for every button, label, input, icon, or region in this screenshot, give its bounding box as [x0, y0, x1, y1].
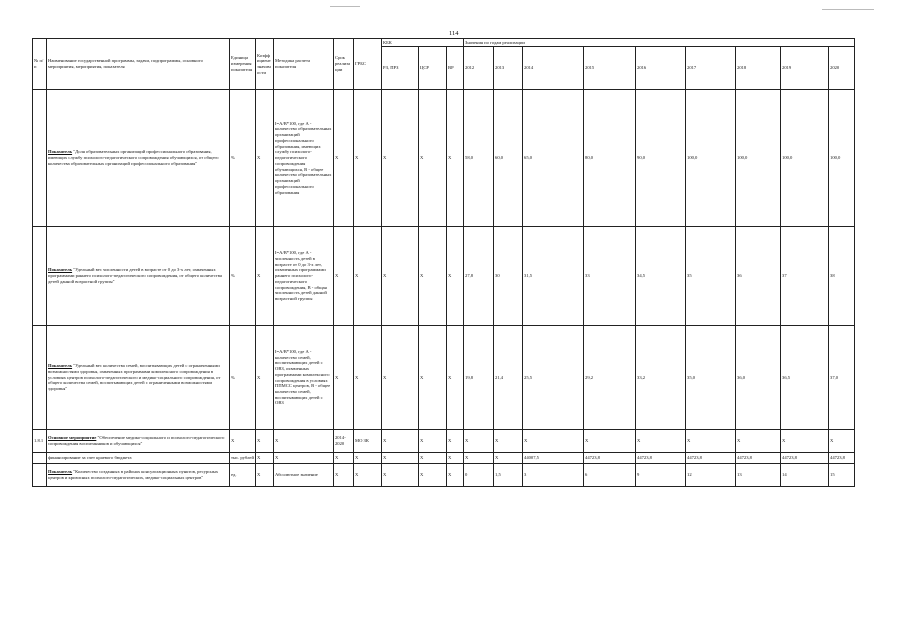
row-unit: X [230, 430, 256, 453]
row-value: X [736, 430, 781, 453]
row-value: X [686, 430, 736, 453]
row-value: 34,5 [636, 227, 686, 326]
row-value: 37,0 [829, 326, 855, 430]
row-csr: X [419, 227, 447, 326]
row-csr: X [419, 430, 447, 453]
row-value: 100,0 [829, 90, 855, 227]
header-term: Срок реализации [334, 39, 354, 90]
row-value: 60,0 [494, 90, 523, 227]
row-value: 44723,8 [636, 453, 686, 464]
row-coef: X [256, 90, 274, 227]
header-method: Методика расчета показателя [274, 39, 334, 90]
row-term: X [334, 90, 354, 227]
header-vr: ВР [447, 47, 464, 90]
row-label: Основное мероприятие [48, 435, 97, 441]
row-vr: X [447, 326, 464, 430]
row-value: 44723,8 [781, 453, 829, 464]
row-name-text: "Удельный вес количества семей, воспитывающих детей с ограниченными возможностями здоровья, охваченных программами комплексного сопровождения в условиях центров психолого-педагогического и медико-социального сопровождения, от общего количества семей, воспитывающих детей с ограниченными возможностями здоровья" [48, 363, 221, 392]
row-value: 35 [686, 227, 736, 326]
row-value: 44007,5 [523, 453, 584, 464]
row-value: 36 [736, 227, 781, 326]
row-method: I=А/В*100, где А - количество образовательных организаций профессионального образования, имеющих службу психолого-педагогического сопровождения обучающихся, В - общее количество образовательных организаций профессионального образования [274, 90, 334, 227]
header-values: Значения по годам реализации [464, 39, 855, 47]
row-label: Показатель [48, 267, 73, 273]
row-value: 13 [736, 464, 781, 487]
row-value: 65,0 [523, 90, 584, 227]
row-coef: X [256, 430, 274, 453]
row-unit: тыс. рублей [230, 453, 256, 464]
row-vr: X [447, 453, 464, 464]
header-csr: ЦСР [419, 47, 447, 90]
row-value: 14 [781, 464, 829, 487]
row-value: 36,0 [736, 326, 781, 430]
row-value: 1,5 [494, 464, 523, 487]
row-value: X [584, 430, 636, 453]
row-num [33, 453, 47, 464]
row-value: 100,0 [736, 90, 781, 227]
row-unit: ед. [230, 464, 256, 487]
row-unit: % [230, 326, 256, 430]
row-coef: X [256, 453, 274, 464]
row-grbs: X [354, 227, 382, 326]
row-grbs: МО ЗК [354, 430, 382, 453]
row-value: X [494, 430, 523, 453]
page-number: 114 [449, 30, 459, 37]
row-value: X [829, 430, 855, 453]
row-term: X [334, 326, 354, 430]
row-vr: X [447, 227, 464, 326]
table-row [33, 326, 855, 430]
row-method: X [274, 453, 334, 464]
header-year: 2017 [686, 47, 736, 90]
table-row [33, 430, 855, 453]
row-value: 30 [494, 227, 523, 326]
row-vr: X [447, 90, 464, 227]
row-value: 9 [636, 464, 686, 487]
row-unit: % [230, 227, 256, 326]
header-kbk: КБК [382, 39, 464, 47]
row-method: I=А/В*100, где А - количество семей, воспитывающих детей с ОВЗ, охваченных программами комплексного сопровождения в условиях ППМСС центров, В - общее количество семей, воспитывающих детей с ОВЗ [274, 326, 334, 430]
row-name-text: "Количество созданных в районах консультационных пунктов, ресурсных центров и кризисных психолого-педагогических, медико-социальных центров" [48, 469, 219, 480]
row-term: X [334, 464, 354, 487]
row-value: 31,5 [523, 227, 584, 326]
header-rz: РЗ, ПРЗ [382, 47, 419, 90]
header-year: 2020 [829, 47, 855, 90]
row-value: 44723,8 [736, 453, 781, 464]
row-value: 27,8 [464, 227, 494, 326]
row-value: 0 [464, 464, 494, 487]
row-rz: X [382, 90, 419, 227]
row-term: X [334, 227, 354, 326]
row-value: 29,2 [584, 326, 636, 430]
row-method: I=А/В*100, где А - численность детей в возрасте от 0 до 3-х лет, охваченных программами раннего психолого-педагогического сопровождения, В - общая численность детей данной возрастной группы [274, 227, 334, 326]
row-value: 44723,8 [829, 453, 855, 464]
row-value: 90,0 [636, 90, 686, 227]
header-year: 2015 [584, 47, 636, 90]
row-grbs: X [354, 464, 382, 487]
row-label: Показатель [48, 363, 73, 369]
table-row [33, 464, 855, 487]
row-num: 1.8.1 [33, 430, 47, 453]
row-rz: X [382, 227, 419, 326]
row-rz: X [382, 326, 419, 430]
row-grbs: X [354, 90, 382, 227]
scan-mark [822, 9, 874, 10]
table-row [33, 90, 855, 227]
row-value: 25,5 [523, 326, 584, 430]
header-year: 2014 [523, 47, 584, 90]
row-coef: X [256, 464, 274, 487]
row-num [33, 227, 47, 326]
scan-mark [330, 6, 360, 7]
row-num [33, 326, 47, 430]
row-value: 58,0 [464, 90, 494, 227]
row-value: 6 [584, 464, 636, 487]
row-value: 21,4 [494, 326, 523, 430]
row-value: X [464, 430, 494, 453]
row-vr: X [447, 430, 464, 453]
row-rz: X [382, 464, 419, 487]
row-name-text: "Удельный вес численности детей в возрасте от 0 до 3-х лет, охваченных программами раннего психолого-педагогического сопровождения, от общего количества детей данной возрастной группы" [48, 267, 222, 284]
row-num [33, 90, 47, 227]
row-csr: X [419, 326, 447, 430]
header-grbs: ГРБС [354, 39, 382, 90]
row-value: 33 [584, 227, 636, 326]
row-name [47, 430, 230, 453]
header-year: 2012 [464, 47, 494, 90]
table-row [33, 453, 855, 464]
row-value: 3 [523, 464, 584, 487]
row-grbs: X [354, 326, 382, 430]
row-label: Показатель [48, 469, 73, 475]
row-value: 19,8 [464, 326, 494, 430]
row-value: 80,0 [584, 90, 636, 227]
row-value: 33,2 [636, 326, 686, 430]
header-coef: Коэффициент значимости [256, 39, 274, 90]
row-rz: X [382, 430, 419, 453]
row-value: 35,0 [686, 326, 736, 430]
row-term: X [334, 453, 354, 464]
row-term: 2014-2020 [334, 430, 354, 453]
row-value: 38 [829, 227, 855, 326]
row-vr: X [447, 464, 464, 487]
row-value: 37 [781, 227, 829, 326]
row-name [47, 90, 230, 227]
row-label: Показатель [48, 149, 73, 155]
row-csr: X [419, 90, 447, 227]
row-grbs: X [354, 453, 382, 464]
header-year: 2018 [736, 47, 781, 90]
row-value: X [464, 453, 494, 464]
header-year: 2019 [781, 47, 829, 90]
row-value: 44723,8 [584, 453, 636, 464]
header-name: Наименование государственной программы, задачи, подпрограммы, основного мероприятия, мероприятия, показателя [47, 39, 230, 90]
header-year: 2016 [636, 47, 686, 90]
row-value: 36,5 [781, 326, 829, 430]
row-method: Абсолютное значение [274, 464, 334, 487]
row-value: 15 [829, 464, 855, 487]
row-name-text: "Обеспечение медико-социального и психолого-педагогического сопровождения воспитанников и обучающихся" [48, 435, 225, 446]
row-rz: X [382, 453, 419, 464]
row-value: 100,0 [781, 90, 829, 227]
row-value: 44723,8 [686, 453, 736, 464]
row-name [47, 326, 230, 430]
header-num: № п/п [33, 39, 47, 90]
row-name: финансирование за счет краевого бюджета [47, 453, 230, 464]
row-name [47, 227, 230, 326]
program-table [32, 38, 855, 487]
row-num [33, 464, 47, 487]
row-value: 12 [686, 464, 736, 487]
header-unit: Единица измерения показателя [230, 39, 256, 90]
row-value: 100,0 [686, 90, 736, 227]
row-name [47, 464, 230, 487]
row-value: X [781, 430, 829, 453]
header-year: 2013 [494, 47, 523, 90]
row-method: X [274, 430, 334, 453]
row-value: X [494, 453, 523, 464]
row-coef: X [256, 227, 274, 326]
row-csr: X [419, 453, 447, 464]
table-row [33, 227, 855, 326]
row-coef: X [256, 326, 274, 430]
row-csr: X [419, 464, 447, 487]
row-value: X [636, 430, 686, 453]
row-name-text: "Доля образовательных организаций профессионального образования, имеющих службу психолого-педагогического сопровождения обучающихся, от общего количества образовательных организаций профессионального образования" [48, 149, 219, 166]
row-value: X [523, 430, 584, 453]
row-unit: % [230, 90, 256, 227]
